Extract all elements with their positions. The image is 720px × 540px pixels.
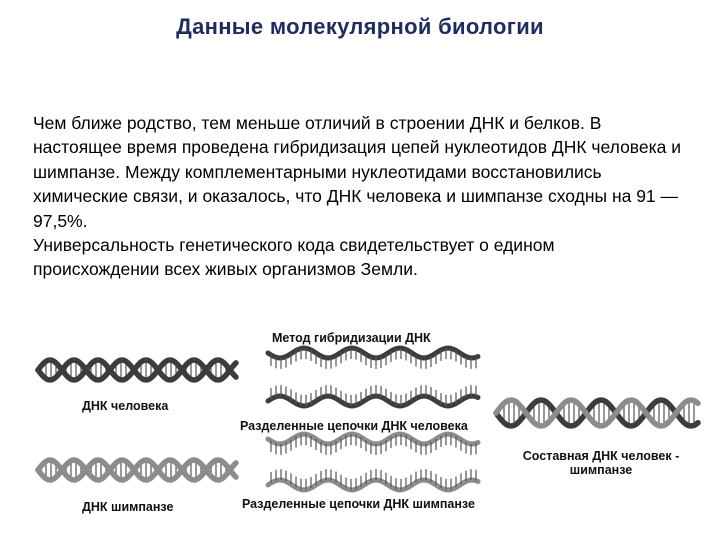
label-human-separated: Разделенные цепочки ДНК человека: [240, 419, 468, 433]
slide-title: Данные молекулярной биологии: [176, 14, 544, 39]
label-chimp-separated: Разделенные цепочки ДНК шимпанзе: [242, 497, 475, 511]
label-hybrid-dna: [510, 449, 692, 477]
slide-body: [33, 111, 683, 282]
dna-hybridization-figure: [0, 315, 720, 540]
label-human-dna: ДНК человека: [82, 399, 169, 413]
label-hybrid-line2: шимпанзе: [569, 463, 633, 477]
figure-title: Метод гибридизации ДНК: [272, 331, 431, 345]
paragraph-genetic-code: Универсальность генетического кода свидетельствует о едином происхождении всех живых организмов Земли.: [33, 235, 555, 280]
label-chimp-dna: ДНК шимпанзе: [82, 500, 174, 514]
paragraph-dna-similarity: Чем ближе родство, тем меньше отличий в строении ДНК и белков. В настоящее время проведена гибридизация цепей нуклеотидов ДНК человека и шимпанзе. Между комплементарными нуклеотидами восстановились химические связи, и оказалось, что ДНК человека и шимпанзе сходны на 91 — 97,5%.: [33, 113, 682, 231]
label-hybrid-line1: Составная ДНК человек -: [522, 449, 680, 463]
